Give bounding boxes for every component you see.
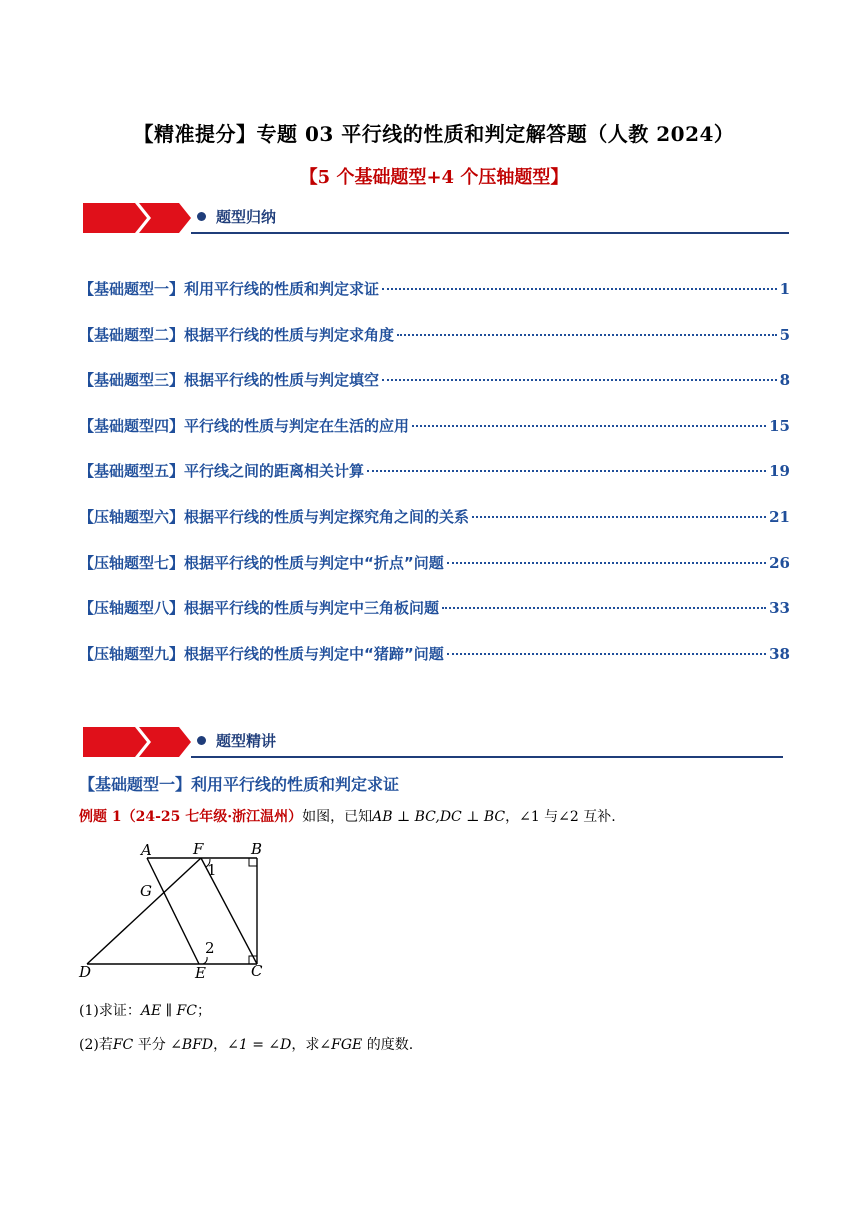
- toc-item-page: 21: [769, 507, 790, 526]
- point-label-c: C: [251, 962, 263, 980]
- geometry-figure: [75, 838, 275, 983]
- point-label-g: G: [140, 882, 152, 900]
- toc-item[interactable]: [79, 460, 790, 506]
- question-text: (1)求证：: [79, 1003, 141, 1019]
- section-banner-explain: [83, 727, 783, 757]
- question-text: (2)若: [79, 1037, 113, 1053]
- question-2: [79, 1034, 413, 1054]
- toc-item-title: 【压轴题型六】根据平行线的性质与判定探究角之间的关系: [79, 507, 470, 526]
- question-1: [79, 1000, 211, 1020]
- toc-item[interactable]: [79, 278, 790, 324]
- toc-item[interactable]: [79, 552, 790, 598]
- section-banner-summary: [83, 203, 789, 233]
- example-condition: AB ⊥ BC,DC ⊥ BC: [372, 809, 506, 825]
- leader-dots: [397, 334, 777, 336]
- section-heading: 【基础题型一】利用平行线的性质和判定求证: [79, 775, 400, 794]
- toc-item-title: 【基础题型二】根据平行线的性质与判定求角度: [79, 325, 395, 344]
- toc-item-page: 1: [779, 280, 790, 298]
- leader-dots: [382, 288, 777, 290]
- leader-dots: [382, 379, 777, 381]
- point-label-e: E: [195, 964, 206, 982]
- question-math: AE ∥ FC: [140, 1003, 197, 1019]
- toc-item-title: 【基础题型五】平行线之间的距离相关计算: [79, 462, 365, 481]
- question-text: ；: [196, 1003, 211, 1019]
- angle-label-1: 1: [207, 861, 217, 879]
- angle-label-2: 2: [205, 939, 215, 957]
- example-statement: [79, 806, 616, 826]
- question-text: ，: [213, 1037, 228, 1053]
- toc-item[interactable]: [79, 597, 790, 643]
- leader-dots: [367, 470, 766, 472]
- toc-item-page: 8: [779, 371, 790, 390]
- point-label-d: D: [79, 963, 92, 981]
- toc-item-title: 【压轴题型八】根据平行线的性质与判定中三角板问题: [79, 599, 440, 618]
- toc-item[interactable]: [79, 506, 790, 552]
- question-text: 平分: [133, 1037, 171, 1053]
- toc-item-page: 19: [769, 462, 790, 481]
- divider: [191, 756, 783, 758]
- toc-item-page: 5: [779, 325, 790, 344]
- question-math: ∠1 = ∠D: [227, 1037, 292, 1053]
- leader-dots: [447, 653, 766, 655]
- toc-item[interactable]: [79, 415, 790, 461]
- double-arrow-icon: [83, 203, 193, 233]
- toc-item[interactable]: [79, 324, 790, 370]
- question-math: ∠FGE: [319, 1037, 363, 1053]
- point-label-b: B: [251, 840, 263, 858]
- toc-item-page: 15: [769, 416, 790, 435]
- double-arrow-icon: [83, 727, 193, 757]
- table-of-contents: [79, 278, 790, 688]
- example-label: 例题 1（24-25 七年级·浙江温州）: [79, 809, 303, 825]
- bullet-icon: [197, 212, 206, 221]
- banner-label: 题型精讲: [216, 732, 277, 750]
- banner-label: 题型归纳: [216, 208, 277, 226]
- toc-item-title: 【压轴题型九】根据平行线的性质与判定中“猪蹄”问题: [79, 644, 444, 663]
- leader-dots: [447, 562, 766, 564]
- question-math: ∠BFD: [170, 1037, 214, 1053]
- toc-item[interactable]: [79, 643, 790, 689]
- toc-item-title: 【压轴题型七】根据平行线的性质与判定中“折点”问题: [79, 553, 444, 572]
- document-subtitle: 【5 个基础题型+4 个压轴题型】: [299, 167, 569, 188]
- example-text: 如图，已知: [302, 809, 373, 825]
- toc-item-page: 33: [769, 599, 790, 618]
- point-label-a: A: [141, 841, 152, 859]
- leader-dots: [472, 516, 766, 518]
- toc-item-page: 38: [769, 644, 790, 663]
- leader-dots: [442, 607, 766, 609]
- example-text: ，: [505, 809, 520, 825]
- document-title: 【精准提分】专题 03 平行线的性质和判定解答题（人教 2024）: [133, 122, 735, 146]
- example-condition: ∠1 与∠2 互补.: [519, 809, 616, 825]
- toc-item[interactable]: [79, 369, 790, 415]
- question-text: ，求: [291, 1037, 320, 1053]
- toc-item-title: 【基础题型三】根据平行线的性质与判定填空: [79, 371, 380, 390]
- point-label-f: F: [193, 840, 204, 858]
- leader-dots: [412, 425, 766, 427]
- toc-item-title: 【基础题型一】利用平行线的性质和判定求证: [79, 280, 380, 298]
- bullet-icon: [197, 736, 206, 745]
- toc-item-page: 26: [769, 553, 790, 572]
- question-text: 的度数.: [362, 1037, 414, 1053]
- question-math: FC: [112, 1037, 134, 1053]
- divider: [191, 232, 789, 234]
- toc-item-title: 【基础题型四】平行线的性质与判定在生活的应用: [79, 416, 410, 435]
